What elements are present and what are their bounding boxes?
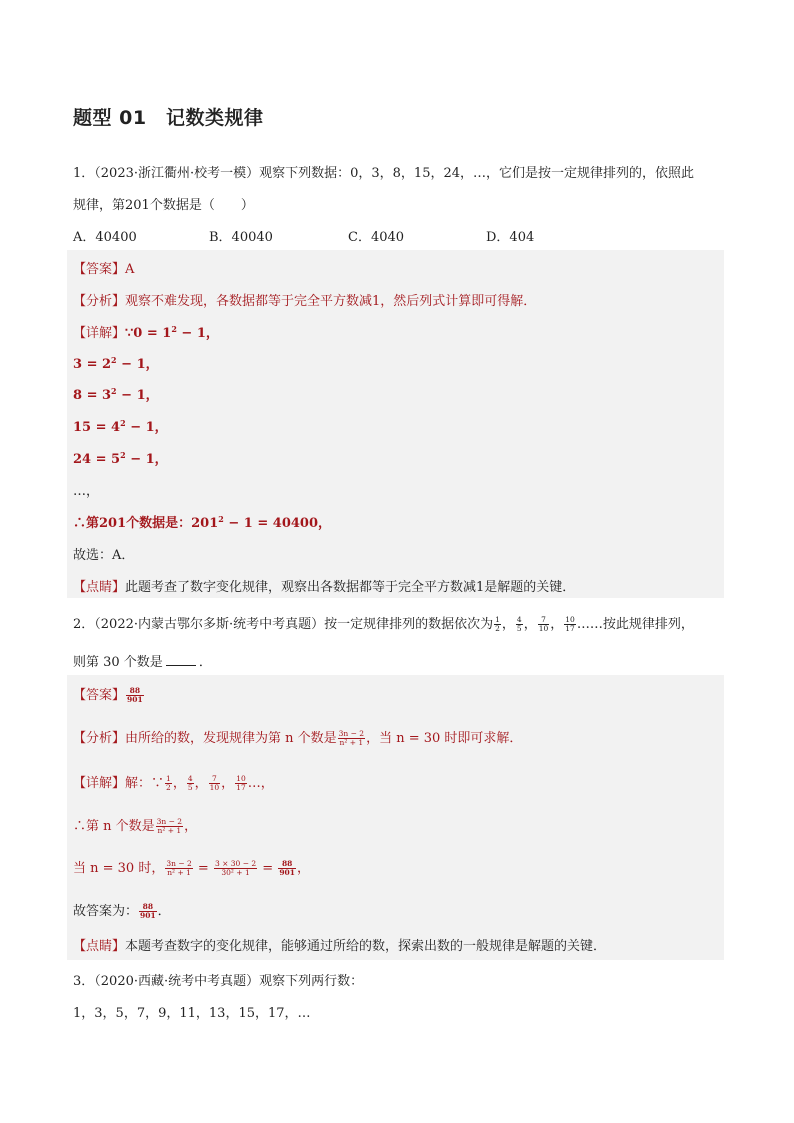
q2-comment: 【点睛】本题考查数字的变化规律，能够通过所给的数，探索出数的一般规律是解题的关键．: [73, 939, 607, 954]
q2-sub-fraction-2: $\frac{3 \times 30 - 2}{\text{30² + 1}}$: [214, 859, 257, 877]
q2-fraction-1: $\frac{1}{2}$: [495, 615, 500, 633]
q1-choice: 故选：A．: [73, 548, 135, 563]
q2-substitution: 当 n = 30 时， $\frac{3n - 2}{\text{n² + 1}}$ = $\frac{3 \times 30 - 2}{\text{30² + 1}}$ = $\frac{88}{901}$ ，: [73, 859, 310, 877]
q2-fraction-4: $\frac{10}{17}$: [565, 615, 575, 633]
q2-sub-fraction-3: $\frac{88}{901}$: [279, 859, 295, 877]
q1-analysis: 【分析】观察不难发现，各数据都等于完全平方数减1，然后列式计算即可得解．: [73, 294, 537, 309]
q1-conclusion: ∴第201个数据是：$201^2 - 1 = 40400$，: [73, 514, 332, 531]
q2-final: 故答案为： $\frac{88}{901}$ ．: [73, 902, 171, 920]
q1-option-d: D．404: [486, 230, 535, 245]
q1-option-b: B．40040: [209, 230, 273, 245]
q1-ellipsis: …，: [73, 484, 100, 499]
q1-answer: 【答案】A: [73, 262, 135, 277]
q1-detail-step-2: $3 = 2^2 - 1$，: [73, 355, 159, 372]
q1-detail-step-4: $15 = 4^2 - 1$，: [73, 418, 168, 435]
q2-detail-fraction-3: $\frac{7}{10}$: [209, 774, 220, 792]
q2-detail-fraction-1: $\frac{1}{2}$: [166, 774, 171, 792]
q2-answer: 【答案】 $\frac{88}{901}$: [73, 686, 143, 704]
q1-option-a: A．40400: [73, 230, 137, 245]
q1-comment: 【点睛】此题考查了数字变化规律，观察出各数据都等于完全平方数减1是解题的关键．: [73, 580, 576, 595]
q2-nth-fraction: $\frac{3n - 2}{\text{n² + 1}}$: [156, 817, 183, 835]
q1-detail-step-1: 【详解】∵0 = $1^2 - 1$，: [73, 324, 219, 341]
q2-sub-fraction-1: $\frac{3n - 2}{\text{n² + 1}}$: [166, 859, 192, 877]
q2-answer-fraction: $\frac{88}{901}$: [127, 686, 143, 704]
q2-fraction-3: $\frac{7}{10}$: [538, 615, 549, 633]
q2-general-term: $\frac{3n - 2}{\text{n² + 1}}$: [338, 729, 365, 747]
q1-stem-line2: 规律，第201个数据是（ ）: [73, 198, 254, 213]
q2-final-fraction: $\frac{88}{901}$: [140, 902, 156, 920]
q1-detail-step-5: $24 = 5^2 - 1$，: [73, 450, 168, 467]
q2-fraction-2: $\frac{4}{5}$: [516, 615, 522, 633]
q3-stem-line2: 1，3，5，7，9，11，13，15，17，…: [73, 1006, 311, 1021]
q1-stem-line1: 1．（2023·浙江衢州·校考一模）观察下列数据：0，3，8，15，24，…，它们是按一定规律排列的，依照此: [73, 166, 695, 181]
q2-stem-line2: 则第 30 个数是 ．: [73, 655, 212, 670]
section-title: 题型 01 记数类规律: [73, 107, 264, 129]
answer-blank: [166, 655, 196, 666]
q3-stem-line1: 3．（2020·西藏·统考中考真题）观察下列两行数：: [73, 974, 364, 989]
q2-nth-term: ∴第 n 个数是 $\frac{3n - 2}{\text{n² + 1}}$ ，: [73, 817, 198, 835]
q2-detail-fraction-2: $\frac{4}{5}$: [187, 774, 193, 792]
q2-detail-fraction-4: $\frac{10}{17}$: [236, 774, 246, 792]
q2-analysis: 【分析】由所给的数，发现规律为第 n 个数是 $\frac{3n - 2}{\text{n² + 1}}$ ，当 n = 30 时即可求解．: [73, 729, 523, 747]
q2-detail: 【详解】解：∵ $\frac{1}{2}$ ， $\frac{4}{5}$ ， $\frac{7}{10}$ ， $\frac{10}{17}$ …，: [73, 774, 274, 792]
q1-detail-step-3: $8 = 3^2 - 1$，: [73, 386, 159, 403]
q2-stem-line1: 2．（2022·内蒙古鄂尔多斯·统考中考真题）按一定规律排列的数据依次为 $\frac{1}{2}$ ， $\frac{4}{5}$ ， $\frac{7}{10}$ ， $\frac{10}{17}$ ……按此规律排列，: [73, 615, 694, 633]
q1-option-c: C．4040: [348, 230, 405, 245]
